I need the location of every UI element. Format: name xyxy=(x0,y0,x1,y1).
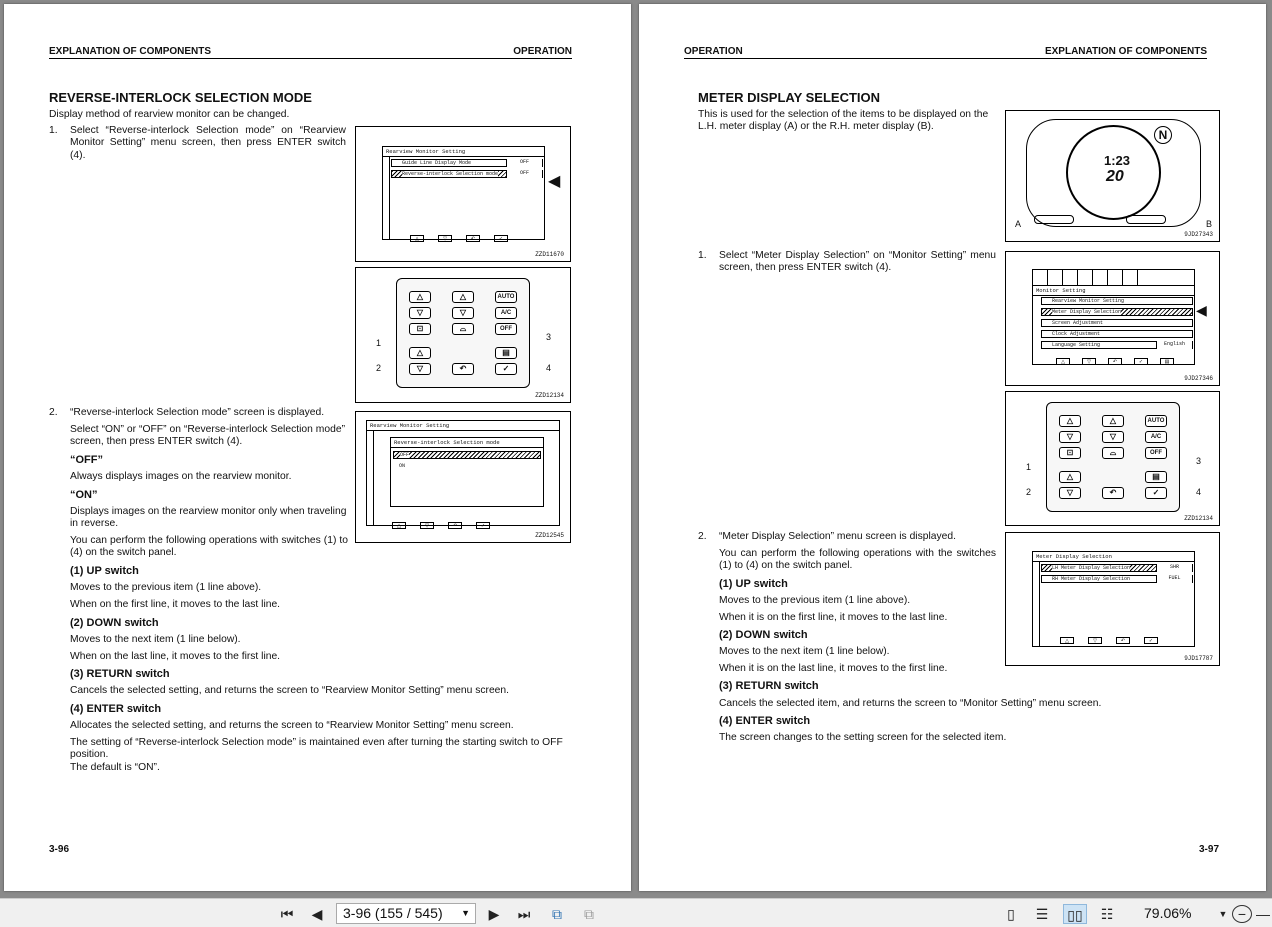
continuous-icon[interactable]: ☰ xyxy=(1035,906,1049,922)
down-icon: ▽ xyxy=(409,307,431,319)
monitor-screen xyxy=(366,420,560,526)
down-icon: ▽ xyxy=(438,235,452,242)
camera-icon: ⊡ xyxy=(1059,447,1081,459)
check-icon: ✓ xyxy=(1134,358,1148,365)
menu-row-selected: Reverse-interlock Selection mode OFF xyxy=(391,170,543,178)
figure-switch-panel xyxy=(355,267,571,403)
switch-text: When on the last line, it moves to the first line. xyxy=(70,651,281,662)
up-switch: △ xyxy=(409,347,431,359)
speed-readout: 20 xyxy=(1106,168,1124,185)
monitor-screen xyxy=(382,146,545,240)
up-icon: △ xyxy=(409,291,431,303)
menu-row-selected: Meter Display Selection xyxy=(1041,308,1193,316)
step-text: “Reverse-interlock Selection mode” screen is displayed. xyxy=(70,407,325,418)
menu-icon: ▤ xyxy=(1145,471,1167,483)
arrow-left-icon: ◀ xyxy=(1196,302,1207,318)
zoom-dropdown-icon[interactable]: ▼ xyxy=(1218,909,1228,919)
switch-heading: (2) DOWN switch xyxy=(70,617,159,629)
gear-indicator: N xyxy=(1154,126,1172,144)
step-number: 1. xyxy=(49,125,58,136)
intro-text: Display method of rearview monitor can be changed. xyxy=(49,109,290,120)
option-heading: “OFF” xyxy=(70,454,103,466)
menu-icon: ▤ xyxy=(495,347,517,359)
down-icon: ▽ xyxy=(1082,358,1096,365)
continuous-facing-icon[interactable]: ☷ xyxy=(1100,906,1114,922)
check-icon: ✓ xyxy=(494,235,508,242)
figure-code: ZZD11670 xyxy=(535,251,564,258)
callout-2: 2 xyxy=(1026,487,1032,497)
up-icon: △ xyxy=(1060,637,1074,644)
label-b: B xyxy=(1206,219,1213,229)
menu-icon: ▤ xyxy=(1160,358,1174,365)
figure-meter-selection xyxy=(1005,532,1220,666)
auto-key: AUTO xyxy=(1145,415,1167,427)
return-switch: ↶ xyxy=(452,363,474,375)
header-left: OPERATION xyxy=(684,46,743,57)
page-header xyxy=(684,46,1207,59)
switch-text: Moves to the previous item (1 line above). xyxy=(719,595,911,606)
soft-keys xyxy=(410,235,508,242)
soft-keys xyxy=(1060,637,1158,644)
switch-text: Moves to the next item (1 line below). xyxy=(719,646,890,657)
figure-switch-panel xyxy=(1005,391,1220,526)
callout-4: 4 xyxy=(1196,487,1202,497)
switch-heading: (3) RETURN switch xyxy=(70,668,170,680)
callout-3: 3 xyxy=(1196,456,1202,466)
step-number: 1. xyxy=(698,250,707,261)
ops-text: You can perform the following operations with switches (1) to (4) on the switch panel. xyxy=(70,535,348,559)
callout-2: 2 xyxy=(376,363,382,373)
switch-panel xyxy=(396,278,530,388)
camera-icon: ⊡ xyxy=(409,323,431,335)
ac-key: A/C xyxy=(1145,431,1167,443)
step-subtext: Select “ON” or “OFF” on “Reverse-interlock Selection mode” screen, then press ENTER switch (4). xyxy=(70,424,345,448)
header-right: EXPLANATION OF COMPONENTS xyxy=(1044,46,1207,57)
auto-key: AUTO xyxy=(495,291,517,303)
page-number-field[interactable] xyxy=(336,903,476,924)
check-icon: ✓ xyxy=(1144,637,1158,644)
scrollbar xyxy=(383,157,390,239)
switch-text: When it is on the last line, it moves to the first line. xyxy=(719,663,948,674)
scrollbar xyxy=(367,431,374,525)
return-icon: ↶ xyxy=(1116,637,1130,644)
up-icon: △ xyxy=(1102,415,1124,427)
enter-switch: ✓ xyxy=(1145,487,1167,499)
monitor-screen xyxy=(1032,551,1195,647)
option-text: Displays images on the rearview monitor only when traveling in reverse. xyxy=(70,506,347,530)
switch-heading: (4) ENTER switch xyxy=(70,703,162,715)
monitor-screen xyxy=(1032,269,1195,365)
menu-row: Rearview Monitor Setting xyxy=(1041,297,1193,305)
first-page-icon[interactable]: ⏮ xyxy=(280,906,294,922)
menu-row-selected: LH Meter Display Selection SHR xyxy=(1041,564,1193,572)
arrow-left-icon: ◀ xyxy=(548,173,561,190)
previous-view-icon[interactable]: ⧉ xyxy=(552,906,562,922)
ac-key: A/C xyxy=(495,307,517,319)
screen-title: Meter Display Selection xyxy=(1033,552,1194,562)
figure-reverse-screen xyxy=(355,411,571,543)
single-page-icon[interactable]: ▯ xyxy=(1007,906,1015,922)
section-title: REVERSE-INTERLOCK SELECTION MODE xyxy=(49,90,312,105)
rh-meter-display xyxy=(1126,215,1166,224)
menu-row: Language Setting English xyxy=(1041,341,1193,349)
option-heading: “ON” xyxy=(70,489,98,501)
down-switch: ▽ xyxy=(409,363,431,375)
zoom-level[interactable]: 79.06% xyxy=(1144,905,1192,921)
soft-keys xyxy=(1056,358,1174,365)
clock-readout: 1:23 xyxy=(1104,153,1131,168)
return-icon: ↶ xyxy=(448,522,462,529)
step-number: 2. xyxy=(698,531,707,542)
down-icon: ▽ xyxy=(1088,637,1102,644)
return-icon: ↶ xyxy=(466,235,480,242)
section-title: METER DISPLAY SELECTION xyxy=(698,90,881,105)
menu-row: RH Meter Display Selection FUEL xyxy=(1041,575,1193,583)
switch-text: When on the first line, it moves to the last line. xyxy=(70,599,281,610)
last-page-icon[interactable]: ⏭ xyxy=(517,906,531,922)
figure-meter-display xyxy=(1005,110,1220,242)
tab-strip xyxy=(1033,270,1194,286)
figure-code: 9JD27343 xyxy=(1184,231,1213,238)
page-number: 3-97 xyxy=(1199,844,1220,855)
callout-1: 1 xyxy=(1026,462,1032,472)
step-text: “Meter Display Selection” menu screen is displayed. xyxy=(719,531,956,542)
switch-text: Cancels the selected setting, and returns the screen to “Rearview Monitor Setting” menu screen. xyxy=(70,685,509,696)
header-right: OPERATION xyxy=(513,46,572,57)
scrollbar xyxy=(1033,562,1040,646)
up-icon: △ xyxy=(410,235,424,242)
label-a: A xyxy=(1015,219,1022,229)
down-icon: ▽ xyxy=(1059,431,1081,443)
up-switch: △ xyxy=(1059,471,1081,483)
switch-heading: (1) UP switch xyxy=(719,578,788,590)
enter-switch: ✓ xyxy=(495,363,517,375)
note-text: The setting of “Reverse-interlock Selection mode” is maintained even after turning the starting switch to OFF position. xyxy=(70,737,563,761)
option-text: Always displays images on the rearview monitor. xyxy=(70,471,292,482)
viewer-toolbar xyxy=(0,898,1272,927)
step-text: Select “Reverse-interlock Selection mode” on “Rearview Monitor Setting” menu screen, then press ENTER switch (4). xyxy=(70,125,346,161)
step-number: 2. xyxy=(49,407,58,418)
return-icon: ↶ xyxy=(1108,358,1122,365)
left-page xyxy=(4,4,631,891)
up-icon: △ xyxy=(1056,358,1070,365)
right-page xyxy=(639,4,1266,891)
down-icon: ▽ xyxy=(452,307,474,319)
figure-monitor-setting xyxy=(1005,251,1220,386)
callout-3: 3 xyxy=(546,332,552,342)
intro-text: This is used for the selection of the items to be displayed on the L.H. meter display (A) or the R.H. meter display (B). xyxy=(698,109,989,133)
wiper-icon: ⌓ xyxy=(1102,447,1124,459)
figure-code: ZZD12545 xyxy=(535,532,564,539)
return-switch: ↶ xyxy=(1102,487,1124,499)
zoom-slider[interactable]: — xyxy=(1256,906,1270,922)
off-key: OFF xyxy=(1145,447,1167,459)
chevron-down-icon[interactable]: ▼ xyxy=(461,908,470,918)
option-off: OFF xyxy=(393,451,541,459)
switch-text: Moves to the next item (1 line below). xyxy=(70,634,241,645)
figure-code: ZZD12134 xyxy=(535,392,564,399)
page-field-value: 3-96 (155 / 545) xyxy=(343,905,443,921)
check-icon: ✓ xyxy=(476,522,490,529)
switch-text: The screen changes to the setting screen for the selected item. xyxy=(719,732,1007,743)
switch-text: Moves to the previous item (1 line above). xyxy=(70,582,262,593)
switch-text: Cancels the selected item, and returns the screen to “Monitor Setting” menu screen. xyxy=(719,698,1102,709)
figure-code: 9JD17787 xyxy=(1184,655,1213,662)
switch-panel xyxy=(1046,402,1180,512)
previous-page-icon[interactable]: ◀ xyxy=(311,906,323,922)
menu-row: Clock Adjustment xyxy=(1041,330,1193,338)
screen-title: Rearview Monitor Setting xyxy=(383,147,544,157)
lh-meter-display xyxy=(1034,215,1074,224)
figure-code: ZZD12134 xyxy=(1184,515,1213,522)
zoom-out-icon[interactable]: − xyxy=(1232,905,1252,923)
down-icon: ▽ xyxy=(420,522,434,529)
popup xyxy=(390,437,544,507)
header-left: EXPLANATION OF COMPONENTS xyxy=(49,46,212,57)
ops-text: You can perform the following operations with the switches (1) to (4) on the switch panel. xyxy=(719,548,996,572)
next-page-icon[interactable]: ▶ xyxy=(488,906,500,922)
step-text: Select “Meter Display Selection” on “Monitor Setting” menu screen, then press ENTER switch (4). xyxy=(719,250,996,274)
menu-row: Guide Line Display Mode OFF xyxy=(391,159,543,167)
option-on: ON xyxy=(399,463,406,469)
screen-title: Monitor Setting xyxy=(1033,286,1194,296)
switch-text: Allocates the selected setting, and returns the screen to “Rearview Monitor Setting” menu screen. xyxy=(70,720,514,731)
soft-keys xyxy=(392,522,490,529)
figure-code: 9JD27346 xyxy=(1184,375,1213,382)
screen-title: Rearview Monitor Setting xyxy=(367,421,559,431)
popup-title: Reverse-interlock Selection mode xyxy=(391,438,543,448)
wiper-icon: ⌓ xyxy=(452,323,474,335)
page-header xyxy=(49,46,572,59)
facing-pages-icon[interactable]: ▯▯ xyxy=(1063,904,1087,924)
switch-text: When it is on the first line, it moves to the last line. xyxy=(719,612,948,623)
up-icon: △ xyxy=(392,522,406,529)
switch-heading: (2) DOWN switch xyxy=(719,629,808,641)
switch-heading: (1) UP switch xyxy=(70,565,139,577)
down-icon: ▽ xyxy=(1102,431,1124,443)
default-text: The default is “ON”. xyxy=(70,762,160,773)
next-view-icon[interactable]: ⧉ xyxy=(584,906,594,922)
up-icon: △ xyxy=(452,291,474,303)
figure-rearview-menu xyxy=(355,126,571,262)
down-switch: ▽ xyxy=(1059,487,1081,499)
callout-1: 1 xyxy=(376,338,382,348)
page-number: 3-96 xyxy=(49,844,70,855)
off-key: OFF xyxy=(495,323,517,335)
callout-4: 4 xyxy=(546,363,552,373)
up-icon: △ xyxy=(1059,415,1081,427)
menu-row: Screen Adjustment xyxy=(1041,319,1193,327)
switch-heading: (4) ENTER switch xyxy=(719,715,811,727)
switch-heading: (3) RETURN switch xyxy=(719,680,819,692)
